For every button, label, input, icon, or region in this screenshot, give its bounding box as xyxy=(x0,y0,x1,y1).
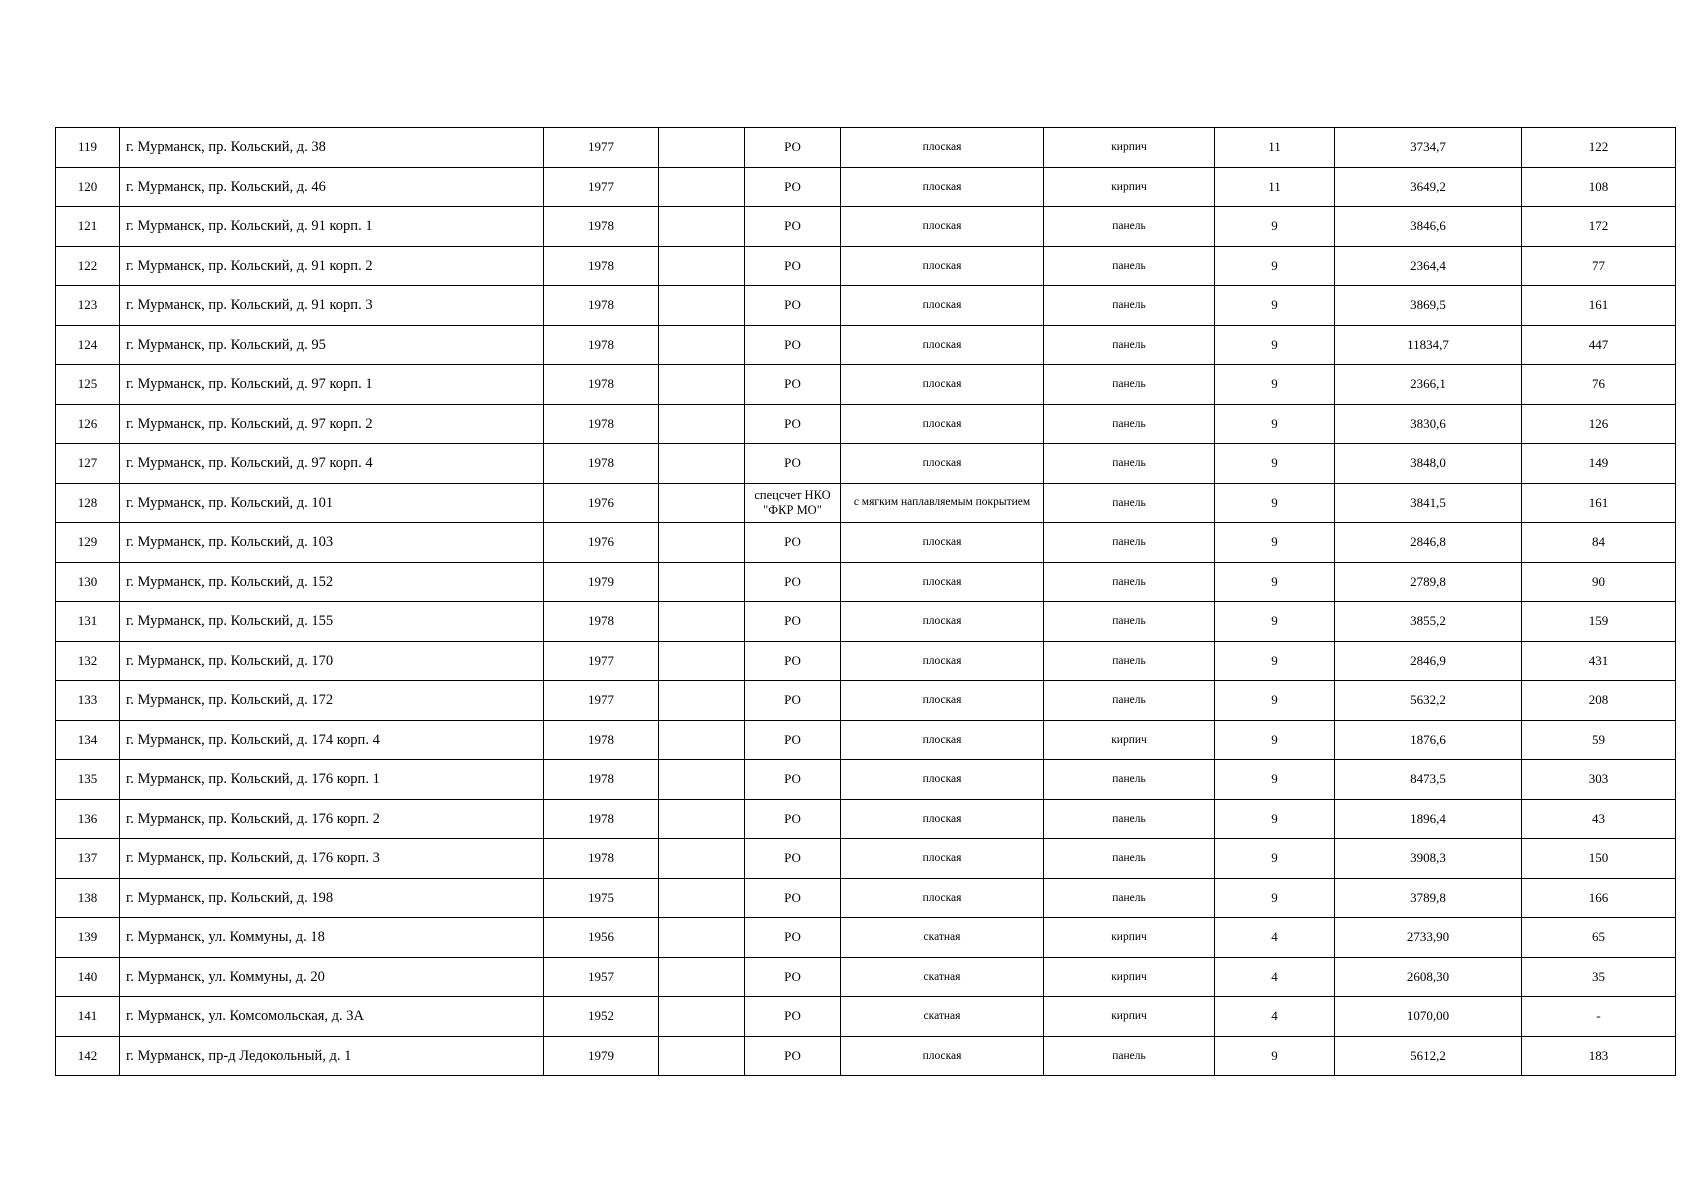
roof-type-cell: плоская xyxy=(841,246,1044,286)
area-cell: 3846,6 xyxy=(1335,207,1522,247)
roof-type-cell: плоская xyxy=(841,760,1044,800)
table-row xyxy=(56,523,1676,563)
blank-cell xyxy=(659,483,745,523)
area-cell: 2846,8 xyxy=(1335,523,1522,563)
area-cell: 2364,4 xyxy=(1335,246,1522,286)
build-year-cell: 1978 xyxy=(544,444,659,484)
row-number-cell: 119 xyxy=(56,128,120,168)
build-year-cell: 1978 xyxy=(544,286,659,326)
wall-material-cell: панель xyxy=(1044,444,1215,484)
residents-cell: 65 xyxy=(1522,918,1676,958)
address-cell: г. Мурманск, пр. Кольский, д. 176 корп. 2 xyxy=(120,799,544,839)
fund-method-cell: РО xyxy=(745,128,841,168)
wall-material-cell: панель xyxy=(1044,523,1215,563)
residents-cell: 108 xyxy=(1522,167,1676,207)
build-year-cell: 1978 xyxy=(544,325,659,365)
residents-cell: 77 xyxy=(1522,246,1676,286)
wall-material-cell: кирпич xyxy=(1044,997,1215,1037)
roof-type-cell: плоская xyxy=(841,286,1044,326)
build-year-cell: 1975 xyxy=(544,878,659,918)
residents-cell: 431 xyxy=(1522,641,1676,681)
wall-material-cell: панель xyxy=(1044,1036,1215,1076)
row-number-cell: 138 xyxy=(56,878,120,918)
row-number-cell: 120 xyxy=(56,167,120,207)
build-year-cell: 1978 xyxy=(544,207,659,247)
blank-cell xyxy=(659,246,745,286)
wall-material-cell: кирпич xyxy=(1044,720,1215,760)
area-cell: 5612,2 xyxy=(1335,1036,1522,1076)
address-cell: г. Мурманск, пр. Кольский, д. 97 корп. 2 xyxy=(120,404,544,444)
blank-cell xyxy=(659,167,745,207)
row-number-cell: 133 xyxy=(56,681,120,721)
build-year-cell: 1976 xyxy=(544,483,659,523)
roof-type-cell: плоская xyxy=(841,444,1044,484)
blank-cell xyxy=(659,997,745,1037)
area-cell: 2789,8 xyxy=(1335,562,1522,602)
blank-cell xyxy=(659,602,745,642)
blank-cell xyxy=(659,207,745,247)
address-cell: г. Мурманск, пр. Кольский, д. 91 корп. 3 xyxy=(120,286,544,326)
blank-cell xyxy=(659,641,745,681)
table-row xyxy=(56,562,1676,602)
blank-cell xyxy=(659,957,745,997)
row-number-cell: 127 xyxy=(56,444,120,484)
floors-cell: 9 xyxy=(1215,246,1335,286)
table-row xyxy=(56,246,1676,286)
roof-type-cell: плоская xyxy=(841,839,1044,879)
housing-register-table xyxy=(55,127,1676,1076)
roof-type-cell: скатная xyxy=(841,997,1044,1037)
table-row xyxy=(56,444,1676,484)
roof-type-cell: скатная xyxy=(841,957,1044,997)
fund-method-cell: РО xyxy=(745,602,841,642)
residents-cell: 303 xyxy=(1522,760,1676,800)
wall-material-cell: кирпич xyxy=(1044,167,1215,207)
address-cell: г. Мурманск, пр. Кольский, д. 91 корп. 1 xyxy=(120,207,544,247)
wall-material-cell: панель xyxy=(1044,602,1215,642)
address-cell: г. Мурманск, пр. Кольский, д. 176 корп. 1 xyxy=(120,760,544,800)
blank-cell xyxy=(659,523,745,563)
floors-cell: 9 xyxy=(1215,839,1335,879)
roof-type-cell: плоская xyxy=(841,562,1044,602)
table-row xyxy=(56,997,1676,1037)
area-cell: 3734,7 xyxy=(1335,128,1522,168)
wall-material-cell: панель xyxy=(1044,246,1215,286)
table-row xyxy=(56,207,1676,247)
table-row xyxy=(56,1036,1676,1076)
fund-method-cell: РО xyxy=(745,523,841,563)
fund-method-cell: РО xyxy=(745,246,841,286)
build-year-cell: 1957 xyxy=(544,957,659,997)
fund-method-cell: РО xyxy=(745,878,841,918)
table-row xyxy=(56,760,1676,800)
floors-cell: 9 xyxy=(1215,207,1335,247)
row-number-cell: 129 xyxy=(56,523,120,563)
row-number-cell: 141 xyxy=(56,997,120,1037)
wall-material-cell: панель xyxy=(1044,839,1215,879)
wall-material-cell: панель xyxy=(1044,562,1215,602)
address-cell: г. Мурманск, пр. Кольский, д. 97 корп. 4 xyxy=(120,444,544,484)
fund-method-cell: РО xyxy=(745,918,841,958)
residents-cell: 76 xyxy=(1522,365,1676,405)
area-cell: 1070,00 xyxy=(1335,997,1522,1037)
address-cell: г. Мурманск, пр. Кольский, д. 155 xyxy=(120,602,544,642)
floors-cell: 4 xyxy=(1215,957,1335,997)
floors-cell: 9 xyxy=(1215,799,1335,839)
wall-material-cell: панель xyxy=(1044,365,1215,405)
build-year-cell: 1978 xyxy=(544,799,659,839)
area-cell: 2733,90 xyxy=(1335,918,1522,958)
wall-material-cell: кирпич xyxy=(1044,918,1215,958)
build-year-cell: 1978 xyxy=(544,760,659,800)
address-cell: г. Мурманск, пр. Кольский, д. 170 xyxy=(120,641,544,681)
build-year-cell: 1978 xyxy=(544,404,659,444)
area-cell: 8473,5 xyxy=(1335,760,1522,800)
build-year-cell: 1979 xyxy=(544,1036,659,1076)
blank-cell xyxy=(659,286,745,326)
table-row xyxy=(56,799,1676,839)
row-number-cell: 125 xyxy=(56,365,120,405)
area-cell: 3908,3 xyxy=(1335,839,1522,879)
build-year-cell: 1956 xyxy=(544,918,659,958)
table-row xyxy=(56,325,1676,365)
residents-cell: 161 xyxy=(1522,483,1676,523)
wall-material-cell: панель xyxy=(1044,325,1215,365)
floors-cell: 9 xyxy=(1215,404,1335,444)
roof-type-cell: плоская xyxy=(841,404,1044,444)
blank-cell xyxy=(659,760,745,800)
address-cell: г. Мурманск, пр. Кольский, д. 103 xyxy=(120,523,544,563)
area-cell: 3855,2 xyxy=(1335,602,1522,642)
table-row xyxy=(56,602,1676,642)
roof-type-cell: плоская xyxy=(841,523,1044,563)
table-row xyxy=(56,128,1676,168)
wall-material-cell: панель xyxy=(1044,404,1215,444)
build-year-cell: 1978 xyxy=(544,602,659,642)
table-row xyxy=(56,918,1676,958)
floors-cell: 9 xyxy=(1215,286,1335,326)
build-year-cell: 1977 xyxy=(544,681,659,721)
build-year-cell: 1978 xyxy=(544,246,659,286)
residents-cell: 126 xyxy=(1522,404,1676,444)
address-cell: г. Мурманск, ул. Комсомольская, д. 3А xyxy=(120,997,544,1037)
area-cell: 3869,5 xyxy=(1335,286,1522,326)
build-year-cell: 1978 xyxy=(544,720,659,760)
fund-method-cell: РО xyxy=(745,957,841,997)
table-body xyxy=(56,128,1676,1076)
address-cell: г. Мурманск, пр. Кольский, д. 38 xyxy=(120,128,544,168)
roof-type-cell: скатная xyxy=(841,918,1044,958)
fund-method-cell: РО xyxy=(745,681,841,721)
table-row xyxy=(56,365,1676,405)
blank-cell xyxy=(659,365,745,405)
area-cell: 3789,8 xyxy=(1335,878,1522,918)
build-year-cell: 1978 xyxy=(544,839,659,879)
roof-type-cell: плоская xyxy=(841,365,1044,405)
table-row xyxy=(56,483,1676,523)
address-cell: г. Мурманск, ул. Коммуны, д. 20 xyxy=(120,957,544,997)
roof-type-cell: плоская xyxy=(841,681,1044,721)
floors-cell: 9 xyxy=(1215,483,1335,523)
floors-cell: 9 xyxy=(1215,325,1335,365)
fund-method-cell: РО xyxy=(745,1036,841,1076)
floors-cell: 4 xyxy=(1215,997,1335,1037)
fund-method-cell: спецсчет НКО "ФКР МО" xyxy=(745,483,841,523)
build-year-cell: 1979 xyxy=(544,562,659,602)
row-number-cell: 134 xyxy=(56,720,120,760)
roof-type-cell: плоская xyxy=(841,641,1044,681)
wall-material-cell: панель xyxy=(1044,641,1215,681)
fund-method-cell: РО xyxy=(745,404,841,444)
blank-cell xyxy=(659,444,745,484)
residents-cell: 122 xyxy=(1522,128,1676,168)
floors-cell: 9 xyxy=(1215,720,1335,760)
blank-cell xyxy=(659,1036,745,1076)
row-number-cell: 135 xyxy=(56,760,120,800)
row-number-cell: 122 xyxy=(56,246,120,286)
table-row xyxy=(56,286,1676,326)
residents-cell: - xyxy=(1522,997,1676,1037)
build-year-cell: 1977 xyxy=(544,641,659,681)
roof-type-cell: плоская xyxy=(841,325,1044,365)
residents-cell: 161 xyxy=(1522,286,1676,326)
address-cell: г. Мурманск, пр-д Ледокольный, д. 1 xyxy=(120,1036,544,1076)
floors-cell: 9 xyxy=(1215,1036,1335,1076)
row-number-cell: 126 xyxy=(56,404,120,444)
fund-method-cell: РО xyxy=(745,167,841,207)
residents-cell: 59 xyxy=(1522,720,1676,760)
wall-material-cell: панель xyxy=(1044,681,1215,721)
address-cell: г. Мурманск, пр. Кольский, д. 95 xyxy=(120,325,544,365)
wall-material-cell: кирпич xyxy=(1044,128,1215,168)
blank-cell xyxy=(659,562,745,602)
residents-cell: 35 xyxy=(1522,957,1676,997)
floors-cell: 9 xyxy=(1215,760,1335,800)
residents-cell: 84 xyxy=(1522,523,1676,563)
address-cell: г. Мурманск, пр. Кольский, д. 174 корп. 4 xyxy=(120,720,544,760)
area-cell: 3848,0 xyxy=(1335,444,1522,484)
table-row xyxy=(56,957,1676,997)
address-cell: г. Мурманск, пр. Кольский, д. 97 корп. 1 xyxy=(120,365,544,405)
wall-material-cell: панель xyxy=(1044,483,1215,523)
floors-cell: 11 xyxy=(1215,167,1335,207)
wall-material-cell: панель xyxy=(1044,799,1215,839)
fund-method-cell: РО xyxy=(745,720,841,760)
blank-cell xyxy=(659,404,745,444)
row-number-cell: 131 xyxy=(56,602,120,642)
fund-method-cell: РО xyxy=(745,839,841,879)
area-cell: 2366,1 xyxy=(1335,365,1522,405)
area-cell: 3830,6 xyxy=(1335,404,1522,444)
roof-type-cell: плоская xyxy=(841,602,1044,642)
roof-type-cell: плоская xyxy=(841,799,1044,839)
residents-cell: 166 xyxy=(1522,878,1676,918)
fund-method-cell: РО xyxy=(745,365,841,405)
area-cell: 5632,2 xyxy=(1335,681,1522,721)
build-year-cell: 1977 xyxy=(544,167,659,207)
floors-cell: 9 xyxy=(1215,602,1335,642)
build-year-cell: 1952 xyxy=(544,997,659,1037)
row-number-cell: 137 xyxy=(56,839,120,879)
table-row xyxy=(56,167,1676,207)
area-cell: 3649,2 xyxy=(1335,167,1522,207)
area-cell: 2608,30 xyxy=(1335,957,1522,997)
table-row xyxy=(56,720,1676,760)
row-number-cell: 123 xyxy=(56,286,120,326)
wall-material-cell: панель xyxy=(1044,207,1215,247)
row-number-cell: 128 xyxy=(56,483,120,523)
build-year-cell: 1976 xyxy=(544,523,659,563)
row-number-cell: 142 xyxy=(56,1036,120,1076)
blank-cell xyxy=(659,799,745,839)
fund-method-cell: РО xyxy=(745,207,841,247)
row-number-cell: 136 xyxy=(56,799,120,839)
row-number-cell: 132 xyxy=(56,641,120,681)
build-year-cell: 1978 xyxy=(544,365,659,405)
row-number-cell: 130 xyxy=(56,562,120,602)
address-cell: г. Мурманск, пр. Кольский, д. 172 xyxy=(120,681,544,721)
roof-type-cell: с мягким наплавляемым покрытием xyxy=(841,483,1044,523)
fund-method-cell: РО xyxy=(745,444,841,484)
area-cell: 11834,7 xyxy=(1335,325,1522,365)
build-year-cell: 1977 xyxy=(544,128,659,168)
fund-method-cell: РО xyxy=(745,641,841,681)
fund-method-cell: РО xyxy=(745,760,841,800)
address-cell: г. Мурманск, пр. Кольский, д. 198 xyxy=(120,878,544,918)
fund-method-cell: РО xyxy=(745,286,841,326)
residents-cell: 447 xyxy=(1522,325,1676,365)
residents-cell: 159 xyxy=(1522,602,1676,642)
floors-cell: 9 xyxy=(1215,523,1335,563)
blank-cell xyxy=(659,720,745,760)
floors-cell: 9 xyxy=(1215,641,1335,681)
floors-cell: 9 xyxy=(1215,681,1335,721)
table-row xyxy=(56,681,1676,721)
wall-material-cell: панель xyxy=(1044,286,1215,326)
floors-cell: 9 xyxy=(1215,562,1335,602)
area-cell: 2846,9 xyxy=(1335,641,1522,681)
floors-cell: 9 xyxy=(1215,365,1335,405)
roof-type-cell: плоская xyxy=(841,167,1044,207)
table-row xyxy=(56,878,1676,918)
residents-cell: 172 xyxy=(1522,207,1676,247)
wall-material-cell: панель xyxy=(1044,878,1215,918)
table-row xyxy=(56,839,1676,879)
fund-method-cell: РО xyxy=(745,997,841,1037)
wall-material-cell: панель xyxy=(1044,760,1215,800)
residents-cell: 183 xyxy=(1522,1036,1676,1076)
table-row xyxy=(56,641,1676,681)
residents-cell: 150 xyxy=(1522,839,1676,879)
roof-type-cell: плоская xyxy=(841,207,1044,247)
row-number-cell: 139 xyxy=(56,918,120,958)
area-cell: 1896,4 xyxy=(1335,799,1522,839)
address-cell: г. Мурманск, ул. Коммуны, д. 18 xyxy=(120,918,544,958)
wall-material-cell: кирпич xyxy=(1044,957,1215,997)
fund-method-cell: РО xyxy=(745,799,841,839)
address-cell: г. Мурманск, пр. Кольский, д. 46 xyxy=(120,167,544,207)
address-cell: г. Мурманск, пр. Кольский, д. 152 xyxy=(120,562,544,602)
area-cell: 3841,5 xyxy=(1335,483,1522,523)
blank-cell xyxy=(659,128,745,168)
blank-cell xyxy=(659,681,745,721)
residents-cell: 43 xyxy=(1522,799,1676,839)
floors-cell: 9 xyxy=(1215,444,1335,484)
roof-type-cell: плоская xyxy=(841,128,1044,168)
residents-cell: 149 xyxy=(1522,444,1676,484)
blank-cell xyxy=(659,878,745,918)
row-number-cell: 124 xyxy=(56,325,120,365)
address-cell: г. Мурманск, пр. Кольский, д. 101 xyxy=(120,483,544,523)
blank-cell xyxy=(659,918,745,958)
area-cell: 1876,6 xyxy=(1335,720,1522,760)
blank-cell xyxy=(659,325,745,365)
roof-type-cell: плоская xyxy=(841,878,1044,918)
row-number-cell: 121 xyxy=(56,207,120,247)
floors-cell: 4 xyxy=(1215,918,1335,958)
residents-cell: 90 xyxy=(1522,562,1676,602)
address-cell: г. Мурманск, пр. Кольский, д. 176 корп. 3 xyxy=(120,839,544,879)
address-cell: г. Мурманск, пр. Кольский, д. 91 корп. 2 xyxy=(120,246,544,286)
fund-method-cell: РО xyxy=(745,325,841,365)
roof-type-cell: плоская xyxy=(841,1036,1044,1076)
blank-cell xyxy=(659,839,745,879)
table-row xyxy=(56,404,1676,444)
fund-method-cell: РО xyxy=(745,562,841,602)
row-number-cell: 140 xyxy=(56,957,120,997)
roof-type-cell: плоская xyxy=(841,720,1044,760)
floors-cell: 11 xyxy=(1215,128,1335,168)
residents-cell: 208 xyxy=(1522,681,1676,721)
floors-cell: 9 xyxy=(1215,878,1335,918)
